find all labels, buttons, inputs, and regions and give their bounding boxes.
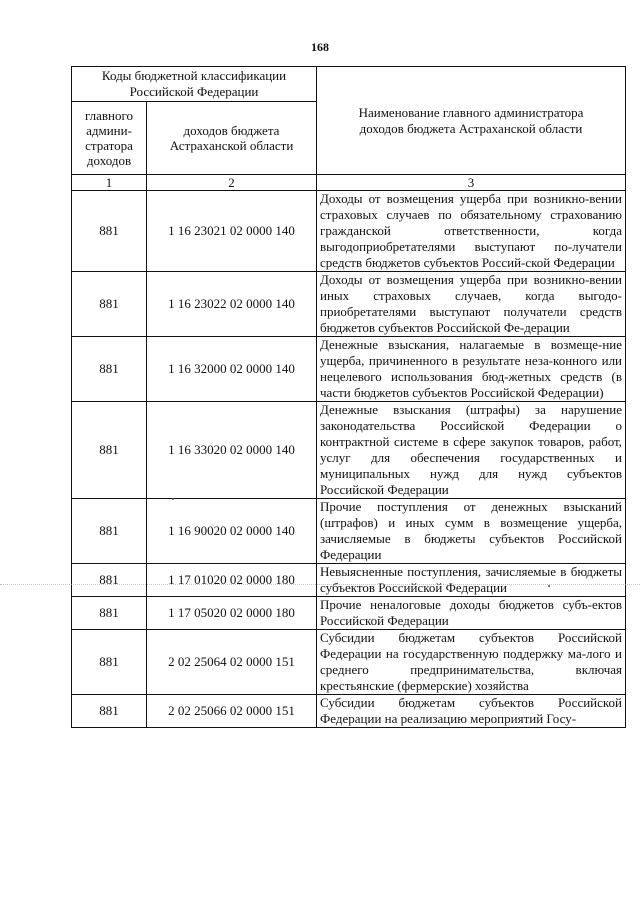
admin-name-cell: Невыясненные поступления, зачисляемые в бюджеты субъектов Российской Федерации — [317, 564, 626, 597]
table-row-9 — [72, 695, 626, 728]
table-row-1 — [72, 191, 626, 272]
admin-code-cell: 881 — [72, 630, 147, 695]
header-col2-label: доходов бюджета Астраханской области — [147, 102, 317, 175]
column-number-3: 3 — [317, 175, 626, 191]
income-code-cell: 2 02 25064 02 0000 151 — [147, 630, 317, 695]
admin-code-cell: 881 — [72, 499, 147, 564]
admin-name-cell: Субсидии бюджетам субъектов Российской Федерации на государственную поддержку ма-лого и среднего предпринимательства, включая крестьянские (фермерские) хозяйства — [317, 630, 626, 695]
scan-speck — [172, 498, 174, 500]
admin-code-cell: 881 — [72, 191, 147, 272]
page-number: 168 — [311, 40, 329, 54]
table-row-4 — [72, 402, 626, 499]
admin-code-cell: 881 — [72, 597, 147, 630]
budget-classification-table — [71, 66, 626, 728]
table-row-2 — [72, 272, 626, 337]
table-row-7 — [72, 597, 626, 630]
income-code-cell: 1 16 23021 02 0000 140 — [147, 191, 317, 272]
header-col3-label: Наименование главного администратора доходов бюджета Астраханской области — [317, 67, 626, 175]
admin-name-cell: Доходы от возмещения ущерба при возникно-вении иных страховых случаев, когда выгодо-приобретателями выступают получатели средств бюджетов субъектов Российской Фе-дерации — [317, 272, 626, 337]
income-code-cell: 2 02 25066 02 0000 151 — [147, 695, 317, 728]
scan-speck — [548, 585, 550, 587]
table-row-3 — [72, 337, 626, 402]
header-col1-label: главного админи-стратора доходов — [72, 102, 147, 175]
header-group-label: Коды бюджетной классификации Российской Федерации — [72, 67, 317, 102]
income-code-cell: 1 16 33020 02 0000 140 — [147, 402, 317, 499]
income-code-cell: 1 16 90020 02 0000 140 — [147, 499, 317, 564]
admin-name-cell: Доходы от возмещения ущерба при возникно-вении страховых случаев по обязательному страхованию гражданской ответственности, когда выгодоприобретателями выступают по-лучатели средств бюджетов субъектов Россий-ской Федерации — [317, 191, 626, 272]
admin-code-cell: 881 — [72, 337, 147, 402]
table-row-6 — [72, 564, 626, 597]
income-code-cell: 1 17 01020 02 0000 180 — [147, 564, 317, 597]
admin-name-cell: Субсидии бюджетам субъектов Российской Федерации на реализацию мероприятий Госу- — [317, 695, 626, 728]
admin-name-cell: Прочие неналоговые доходы бюджетов субъ-ектов Российской Федерации — [317, 597, 626, 630]
income-code-cell: 1 16 32000 02 0000 140 — [147, 337, 317, 402]
column-number-2: 2 — [147, 175, 317, 191]
admin-code-cell: 881 — [72, 564, 147, 597]
admin-code-cell: 881 — [72, 402, 147, 499]
scan-artifact-line — [0, 584, 640, 586]
income-code-cell: 1 17 05020 02 0000 180 — [147, 597, 317, 630]
header-row-top — [72, 67, 626, 102]
income-code-cell: 1 16 23022 02 0000 140 — [147, 272, 317, 337]
column-number-row — [72, 175, 626, 191]
admin-code-cell: 881 — [72, 272, 147, 337]
admin-name-cell: Прочие поступления от денежных взысканий (штрафов) и иных сумм в возмещение ущерба, зачисляемые в бюджеты субъектов Российской Федерации — [317, 499, 626, 564]
admin-name-cell: Денежные взыскания, налагаемые в возмеще-ние ущерба, причиненного в результате неза-конного или нецелевого использования бюд-жетных средств (в части бюджетов субъектов Российской Федерации) — [317, 337, 626, 402]
table-row-8 — [72, 630, 626, 695]
column-number-1: 1 — [72, 175, 147, 191]
admin-name-cell: Денежные взыскания (штрафы) за нарушение законодательства Российской Федерации о контрактной системе в сфере закупок товаров, работ, услуг для обеспечения государственных и муниципальных нужд для нужд субъектов Российской Федерации — [317, 402, 626, 499]
admin-code-cell: 881 — [72, 695, 147, 728]
table-row-5 — [72, 499, 626, 564]
